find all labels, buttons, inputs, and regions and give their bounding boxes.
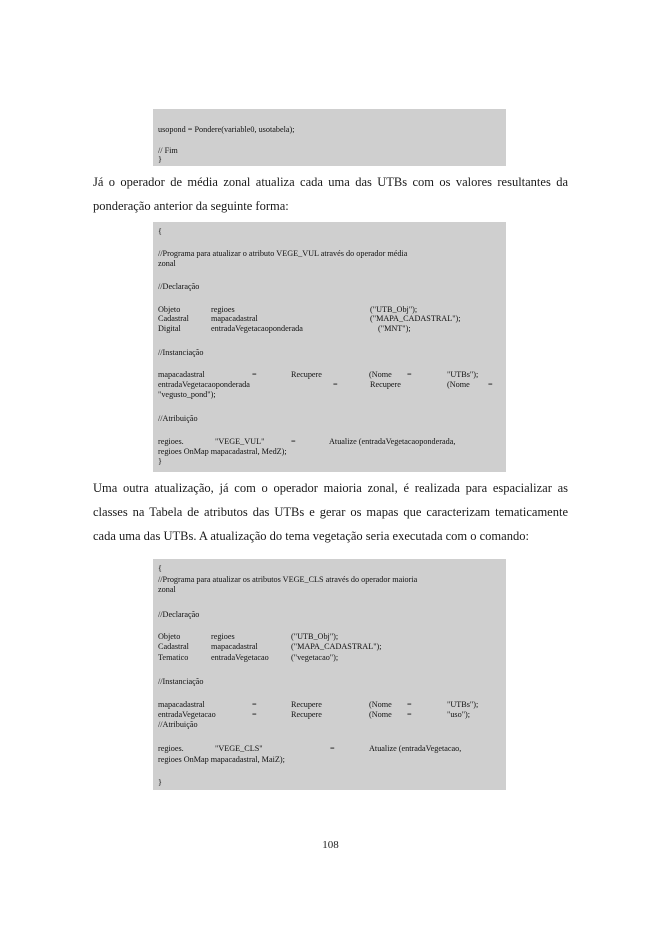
code-section-header: //Declaração: [158, 610, 200, 619]
inst-token: =: [488, 380, 493, 389]
code-block-2: [153, 222, 506, 472]
code-line: }: [158, 155, 162, 164]
inst-token: =: [407, 710, 412, 719]
code-comment: //Programa para atualizar os atributos VEGE_CLS através do operador maioria: [158, 575, 418, 584]
code-block-1: [153, 109, 506, 166]
paragraph-2: [93, 476, 568, 548]
decl-name: entradaVegetacao: [211, 653, 269, 662]
code-section-header: //Declaração: [158, 282, 200, 291]
inst-token: Recupere: [291, 370, 322, 379]
code-section-header: //Atribuição: [158, 414, 198, 423]
inst-token: =: [407, 370, 412, 379]
code-comment: zonal: [158, 585, 176, 594]
paragraph-line: classes na Tabela de atributos das UTBs e gerar os mapas que caracterizam tematicamente: [93, 505, 568, 519]
attr-continuation: regioes OnMap mapacadastral, MedZ);: [158, 447, 287, 456]
code-brace-open: {: [158, 227, 162, 236]
decl-value: ("UTB_Obj");: [370, 305, 418, 314]
decl-type: Tematico: [158, 653, 189, 662]
decl-type: Cadastral: [158, 642, 189, 651]
code-section-header: //Instanciação: [158, 677, 204, 686]
decl-value: ("MNT");: [378, 324, 411, 333]
decl-value: ("MAPA_CADASTRAL");: [370, 314, 461, 323]
paragraph-line: Já o operador de média zonal atualiza cada uma das UTBs com os valores resultantes da: [93, 175, 568, 189]
decl-value: ("vegetacao");: [291, 653, 339, 662]
decl-value: ("UTB_Obj");: [291, 632, 339, 641]
code-section-header: //Atribuição: [158, 720, 198, 729]
inst-token: Recupere: [291, 700, 322, 709]
inst-token: =: [407, 700, 412, 709]
inst-token: Recupere: [370, 380, 401, 389]
inst-token: (Nome: [369, 710, 392, 719]
decl-type: Objeto: [158, 632, 181, 641]
attr-token: regioes.: [158, 437, 184, 446]
decl-value: ("MAPA_CADASTRAL");: [291, 642, 382, 651]
code-line: usopond = Pondere(variable0, usotabela);: [158, 125, 295, 134]
attr-token: =: [291, 437, 296, 446]
decl-type: Cadastral: [158, 314, 189, 323]
code-section-header: //Instanciação: [158, 348, 204, 357]
attr-token: regioes.: [158, 744, 184, 753]
inst-token: mapacadastral: [158, 700, 205, 709]
inst-token: "UTBs");: [447, 370, 479, 379]
code-brace-open: {: [158, 564, 162, 573]
inst-token: mapacadastral: [158, 370, 205, 379]
inst-token: (Nome: [447, 380, 470, 389]
inst-token: (Nome: [369, 370, 392, 379]
code-comment: //Programa para atualizar o atributo VEGE_VUL através do operador média: [158, 249, 408, 258]
attr-token: "VEGE_CLS": [215, 744, 263, 753]
decl-name: mapacadastral: [211, 314, 258, 323]
paragraph-line: ponderação anterior da seguinte forma:: [93, 199, 289, 213]
attr-token: "VEGE_VUL": [215, 437, 265, 446]
decl-type: Digital: [158, 324, 181, 333]
paragraph-line: cada uma das UTBs. A atualização do tema vegetação seria executada com o comando:: [93, 529, 529, 543]
inst-token: entradaVegetacao: [158, 710, 216, 719]
attr-token: =: [330, 744, 335, 753]
inst-token: =: [333, 380, 338, 389]
inst-token: "UTBs");: [447, 700, 479, 709]
inst-continuation: "vegusto_pond");: [158, 390, 216, 399]
decl-name: mapacadastral: [211, 642, 258, 651]
inst-token: (Nome: [369, 700, 392, 709]
paragraph-line: Uma outra atualização, já com o operador maioria zonal, é realizada para espacializar as: [93, 481, 568, 495]
code-block-3: [153, 559, 506, 790]
paragraph-1: [93, 170, 568, 218]
decl-name: regioes: [211, 632, 235, 641]
inst-token: =: [252, 700, 257, 709]
decl-name: entradaVegetacaoponderada: [211, 324, 303, 333]
attr-token: Atualize (entradaVegetacao,: [369, 744, 462, 753]
decl-type: Objeto: [158, 305, 181, 314]
code-brace-close: }: [158, 457, 162, 466]
code-line: // Fim: [158, 146, 178, 155]
page-number: 108: [322, 839, 339, 851]
decl-name: regioes: [211, 305, 235, 314]
inst-token: entradaVegetacaoponderada: [158, 380, 250, 389]
code-brace-close: }: [158, 778, 162, 787]
attr-continuation: regioes OnMap mapacadastral, MaiZ);: [158, 755, 285, 764]
inst-token: "uso");: [447, 710, 471, 719]
code-comment: zonal: [158, 259, 176, 268]
inst-token: Recupere: [291, 710, 322, 719]
inst-token: =: [252, 710, 257, 719]
attr-token: Atualize (entradaVegetacaoponderada,: [329, 437, 456, 446]
inst-token: =: [252, 370, 257, 379]
